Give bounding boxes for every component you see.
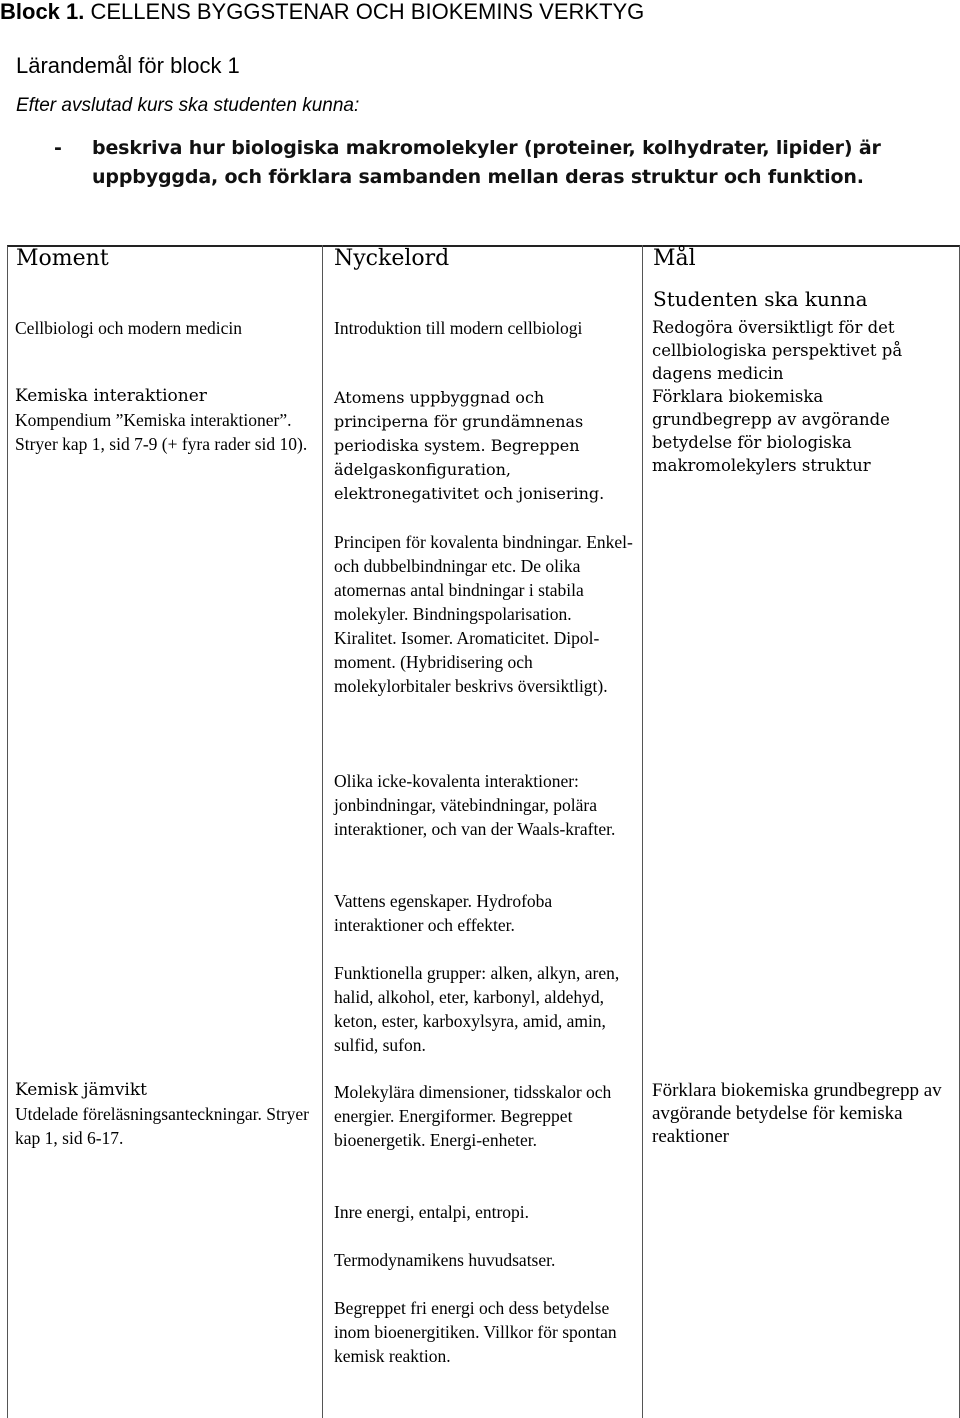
row-2-moment [15, 385, 317, 456]
row-2-keyword-2: Principen för kovalenta bindningar. Enkel- och dubbelbindningar etc. De olika atomernas antal bindningar i stabila molekyler. Bindningspolarisation. Kiralitet. Isomer. Aromaticitet. Dipol-moment. (Hybridisering och molekylorbitaler beskrivs översiktligt). [334, 532, 633, 696]
row-3-goal: Förklara biokemiska grundbegrepp av avgörande betydelse för kemiska reaktioner [652, 1080, 942, 1147]
header-mal-subtitle: Studenten ska kunna [653, 287, 868, 311]
row-3-keyword-3: Termodynamikens huvudsatser. [334, 1250, 556, 1270]
learning-goals-heading: Lärandemål för block 1 [16, 53, 240, 78]
row-2-goal: Förklara biokemiska grundbegrepp av avgörande betydelse för biologiska makromolekylers struktur [652, 387, 890, 475]
row-3-moment-text: Utdelade föreläsningsanteckningar. Stryer kap 1, sid 6-17. [15, 1104, 309, 1148]
row-3-moment [15, 1079, 317, 1150]
block-number: Block 1. [0, 0, 85, 24]
block-title [0, 0, 644, 24]
column-divider [322, 245, 323, 1418]
header-mal: Mål [653, 246, 696, 271]
column-divider [642, 245, 643, 1418]
list-bullet: - [54, 137, 62, 159]
row-1-keyword-1: Introduktion till modern cellbiologi [334, 318, 583, 338]
row-3-keyword-4: Begreppet fri energi och dess betydelse inom bioenergitiken. Villkor för spontan kemisk reaktion. [334, 1298, 617, 1366]
header-nyckelord: Nyckelord [334, 246, 450, 271]
row-3-moment-title: Kemisk jämvikt [15, 1080, 147, 1100]
row-3-keyword-1: Molekylära dimensioner, tidsskalor och energier. Energiformer. Begreppet bioenergetik. Energi-enheter. [334, 1082, 612, 1150]
row-1-moment-title: Cellbiologi och modern medicin [15, 318, 242, 338]
row-2-keyword-5: Funktionella grupper: alken, alkyn, aren, halid, alkohol, eter, karbonyl, aldehyd, keton, ester, karboxylsyra, amid, amin, sulfid, sufon. [334, 963, 620, 1055]
header-moment: Moment [16, 246, 109, 271]
block-title-text: CELLENS BYGGSTENAR OCH BIOKEMINS VERKTYG [90, 0, 645, 24]
row-2-keyword-4: Vattens egenskaper. Hydrofoba interaktioner och effekter. [334, 891, 553, 935]
row-3-keyword-2: Inre energi, entalpi, entropi. [334, 1202, 530, 1222]
learning-goal-item [54, 134, 960, 192]
row-2-keyword-3: Olika icke-kovalenta interaktioner: jonbindningar, vätebindningar, polära interaktioner, och van der Waals-krafter. [334, 771, 616, 839]
row-2-moment-title: Kemiska interaktioner [15, 386, 207, 406]
row-2-moment-text: Kompendium ”Kemiska interaktioner”. Stryer kap 1, sid 7-9 (+ fyra rader sid 10). [15, 410, 308, 454]
row-2-keyword-1: Atomens uppbyggnad och principerna för grundämnenas periodiska system. Begreppen ädelgaskonfiguration, elektronegativitet och jonisering. [334, 388, 605, 503]
learning-goal-text: beskriva hur biologiska makromolekyler (proteiner, kolhydrater, lipider) är uppbyggda, och förklara sambanden mellan deras struktur och funktion. [92, 137, 881, 188]
learning-goals-intro: Efter avslutad kurs ska studenten kunna: [16, 95, 360, 116]
row-1-goal: Redogöra översiktligt för det cellbiologiska perspektivet på dagens medicin [652, 318, 903, 383]
